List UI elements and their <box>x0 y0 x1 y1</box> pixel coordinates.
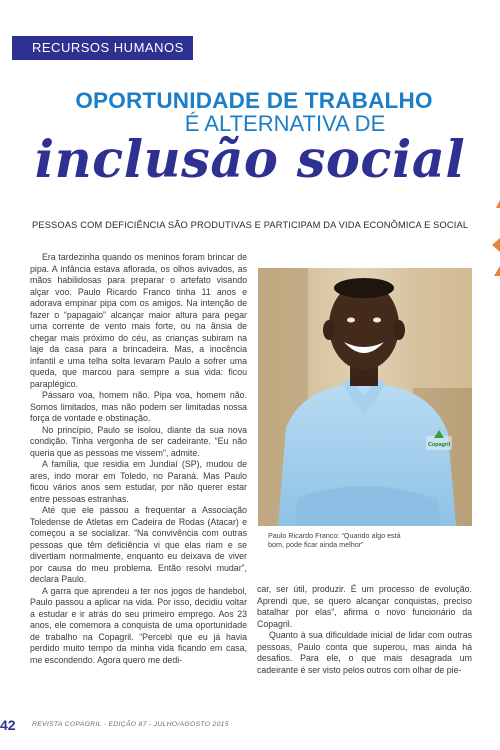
article-column-1 <box>30 252 247 666</box>
footer-text: REVISTA COPAGRIL - EDIÇÃO 87 - JULHO/AGOSTO 2015 <box>32 721 229 728</box>
title-line-3: inclusão social <box>34 130 466 190</box>
decorative-triangles <box>488 200 500 280</box>
paragraph: A família, que residia em Jundiaí (SP), mudou de ares, indo morar em Toledo, no Paraná. Mas Paulo ficou vários anos sem estudar, por não querer estar entre pessoas estranhas. <box>30 459 247 504</box>
paragraph: Até que ele passou a frequentar a Associação Toledense de Atletas em Cadeira de Rodas (Atacar) e começou a se socializar. “Na convivência com outras pessoas que têm deficiência vi que elas riam e se divertiam normalmente, enquanto eu deixava de viver por causa do meu problema. Então resolvi mudar”, declara Paulo. <box>30 505 247 584</box>
title-line-2: É ALTERNATIVA DE <box>184 111 386 136</box>
paragraph: car, ser útil, produzir. É um processo de evolução. Aprendi que, se quero alcançar conquistas, preciso batalhar por elas”, afirma o novo funcionário da Copagril. <box>257 584 472 629</box>
subtitle: PESSOAS COM DEFICIÊNCIA SÃO PRODUTIVAS E PARTICIPAM DA VIDA ECONÔMICA E SOCIAL <box>32 220 469 230</box>
page-number: 42 <box>0 717 16 733</box>
copagril-logo: Copagril <box>427 442 451 448</box>
paragraph: Era tardezinha quando os meninos foram brincar de pipa. A infância estava aflorada, os olhos avivados, as mãos habilidosas para preparar o artefato visando alçar voo. Paulo Ricardo Franco tinha 11 anos e adorava empinar pipa com os amigos. Na intenção de fazer o “papagaio” alcançar maior altura para pegar uma corrente de vento mais forte, ou na ânsia de chegar mais próximo do céu, as crianças subiram na laje da casa para a brincadeira. Mas, a inocência infantil e uma telha solta levaram Paulo a sofrer uma queda, que marcou para sempre a sua vida: ficou paraplégico. <box>30 252 247 389</box>
photo-caption: Paulo Ricardo Franco: “Quando algo está bom, pode ficar ainda melhor” <box>268 531 401 549</box>
section-tag: RECURSOS HUMANOS <box>12 36 193 60</box>
portrait-photo <box>258 268 472 526</box>
paragraph: A garra que aprendeu a ter nos jogos de handebol, Paulo passou a aplicar na vida. Por isso, decidiu voltar a estudar e ir atrás do seu primeiro emprego. Aos 23 anos, ele comemora a conquista de uma oportunidade de trabalho na Copagril. “Percebi que eu já havia perdido muito tempo da minha vida ficando em casa, me escondendo. Agora quero me dedi- <box>30 585 247 665</box>
paragraph: Pássaro voa, homem não. Pipa voa, homem não. Somos limitados, mas não podem ser limitadas nossa força de vontade e obstinação. <box>30 390 247 423</box>
paragraph: No princípio, Paulo se isolou, diante da sua nova condição. Tinha vergonha de ser cadeirante. “Eu não queria que as pessoas me vissem”, admite. <box>30 424 247 458</box>
paragraph: Quanto à sua dificuldade inicial de lidar com outras pessoas, Paulo conta que superou, mas ainda há desafios. Para ele, o que mais desagrada um cadeirante é ser visto pelos outros com olhar de pie- <box>257 630 472 675</box>
article-column-2 <box>257 584 472 676</box>
title-line-1: OPORTUNIDADE DE TRABALHO <box>75 88 433 113</box>
